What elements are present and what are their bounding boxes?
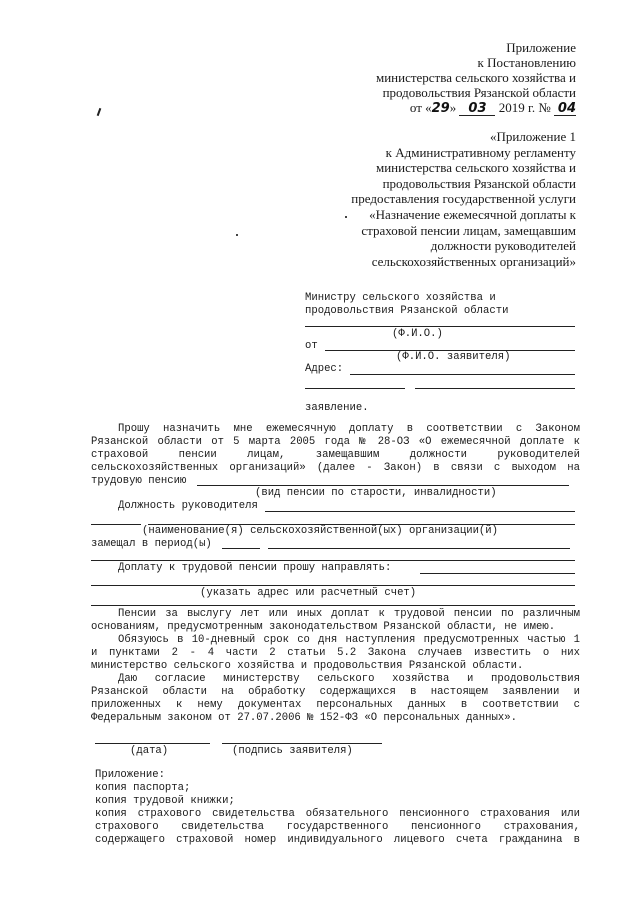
address-line-2b <box>415 388 575 389</box>
period-line-2 <box>91 560 575 561</box>
stray-mark <box>97 108 102 116</box>
annex-line: «Назначение ежемесячной доплаты к <box>369 206 576 222</box>
applicant-fio-hint: (Ф.И.О. заявителя) <box>396 351 511 363</box>
pension-type-hint: (вид пенсии по старости, инвалидности) <box>255 487 497 499</box>
minister-name-line <box>305 326 575 327</box>
attachment-insurance-1: копия страхового свидетельства обязательного пенсионного страхования или <box>95 808 580 820</box>
payment-line-1 <box>420 573 575 574</box>
org-name-hint: (наименование(я) сельскохозяйственной(ых) организации(й) <box>142 525 499 537</box>
resolution-date: от «29» 03 2019 г. № 04 <box>409 100 576 116</box>
address-line-2a <box>305 388 405 389</box>
para1-line-2: Рязанской области от 5 марта 2005 года № 28-ОЗ «О ежемесячной доплате к <box>91 436 580 448</box>
para2-line-1: Пенсии за выслугу лет или иных доплат к трудовой пенсии по различным <box>118 608 580 620</box>
annex-line: продовольствия Рязанской области <box>382 175 576 191</box>
annex-line: министерства сельского хозяйства и <box>375 160 576 176</box>
resolution-ref: к Постановлению <box>477 55 576 70</box>
annex-reference <box>300 129 576 269</box>
payment-line-3 <box>91 605 575 606</box>
from-label: от <box>305 340 318 352</box>
period-line-a <box>222 548 260 549</box>
account-hint: (указать адрес или расчетный счет) <box>200 587 417 599</box>
addressee-line-1: Министру сельского хозяйства и <box>305 292 496 304</box>
payment-label: Доплату к трудовой пенсии прошу направлять: <box>118 562 392 574</box>
statement-title: заявление. <box>305 402 369 414</box>
address-label: Адрес: <box>305 363 344 375</box>
period-label: замещал в период(ы) <box>91 538 212 550</box>
para3-line-3: министерство сельского хозяйства и продовольствия Рязанской области. <box>91 660 524 672</box>
handwritten-day: 29 <box>431 101 450 116</box>
annex-line: должности руководителей <box>430 238 576 254</box>
signature-line <box>222 743 382 744</box>
appendix-title: Приложение <box>506 40 576 55</box>
para1-line-5: трудовую пенсию <box>91 475 187 487</box>
para4-line-1: Даю согласие министерству сельского хозяйства и продовольствия <box>118 673 580 685</box>
annex-line: «Приложение 1 <box>489 129 576 144</box>
fio-hint: (Ф.И.О.) <box>392 328 443 340</box>
ministry-line-1: министерства сельского хозяйства и <box>375 70 576 85</box>
attachment-insurance-3: содержащего страховой номер индивидуального лицевого счета гражданина в <box>95 834 580 846</box>
annex-line: страховой пенсии лицам, замещавшим <box>361 222 576 238</box>
attachment-workbook: копия трудовой книжки; <box>95 795 235 807</box>
signature-hint: (подпись заявителя) <box>232 745 353 757</box>
date-hint: (дата) <box>130 745 169 757</box>
period-line-b <box>268 548 570 549</box>
address-line-1 <box>350 374 575 375</box>
para1-line-4: сельскохозяйственных организаций» (далее - Закон) в связи с выходом на <box>91 462 580 474</box>
position-label: Должность руководителя <box>118 500 258 512</box>
para3-line-1: Обязуюсь в 10-дневный срок со дня наступления предусмотренных частью 1 <box>118 634 580 646</box>
appendix-header <box>330 40 576 116</box>
position-line-2a <box>91 524 141 525</box>
para4-line-3: приложенных к нему документах персональных данных в соответствии с <box>91 699 580 711</box>
addressee-line-2: продовольствия Рязанской области <box>305 305 509 317</box>
position-line-1 <box>265 511 575 512</box>
para4-line-4: Федеральным законом от 27.07.2006 № 152-ФЗ «О персональных данных». <box>91 712 517 724</box>
annex-line: к Административному регламенту <box>385 144 576 160</box>
annex-line: предоставления государственной услуги <box>351 191 576 207</box>
para1-line-1: Прошу назначить мне ежемесячную доплату в соответствии с Законом <box>118 423 580 435</box>
attachment-insurance-2: страхового свидетельства государственного пенсионного страхования, <box>95 821 580 833</box>
attachment-passport: копия паспорта; <box>95 782 191 794</box>
para1-line-3: страховой пенсии лицам, замещавшим должности руководителей <box>91 449 580 461</box>
para4-line-2: Рязанской области на обработку содержащихся в настоящем заявлении и <box>91 686 580 698</box>
date-line <box>95 743 210 744</box>
para2-line-2: основаниям, предусмотренным законодательством Рязанской области, не имею. <box>91 621 556 633</box>
stray-dot <box>236 234 238 236</box>
pension-type-line <box>197 485 569 486</box>
annex-line: сельскохозяйственных организаций» <box>371 253 576 269</box>
para3-line-2: и пунктами 2 - 4 части 2 статьи 5.2 Закона случаев известить о них <box>91 647 580 659</box>
handwritten-month: 03 <box>459 103 495 116</box>
handwritten-number: 04 <box>554 103 576 116</box>
ministry-line-2: продовольствия Рязанской области <box>382 85 576 100</box>
attachments-title: Приложение: <box>95 769 165 781</box>
payment-line-2 <box>91 585 575 586</box>
